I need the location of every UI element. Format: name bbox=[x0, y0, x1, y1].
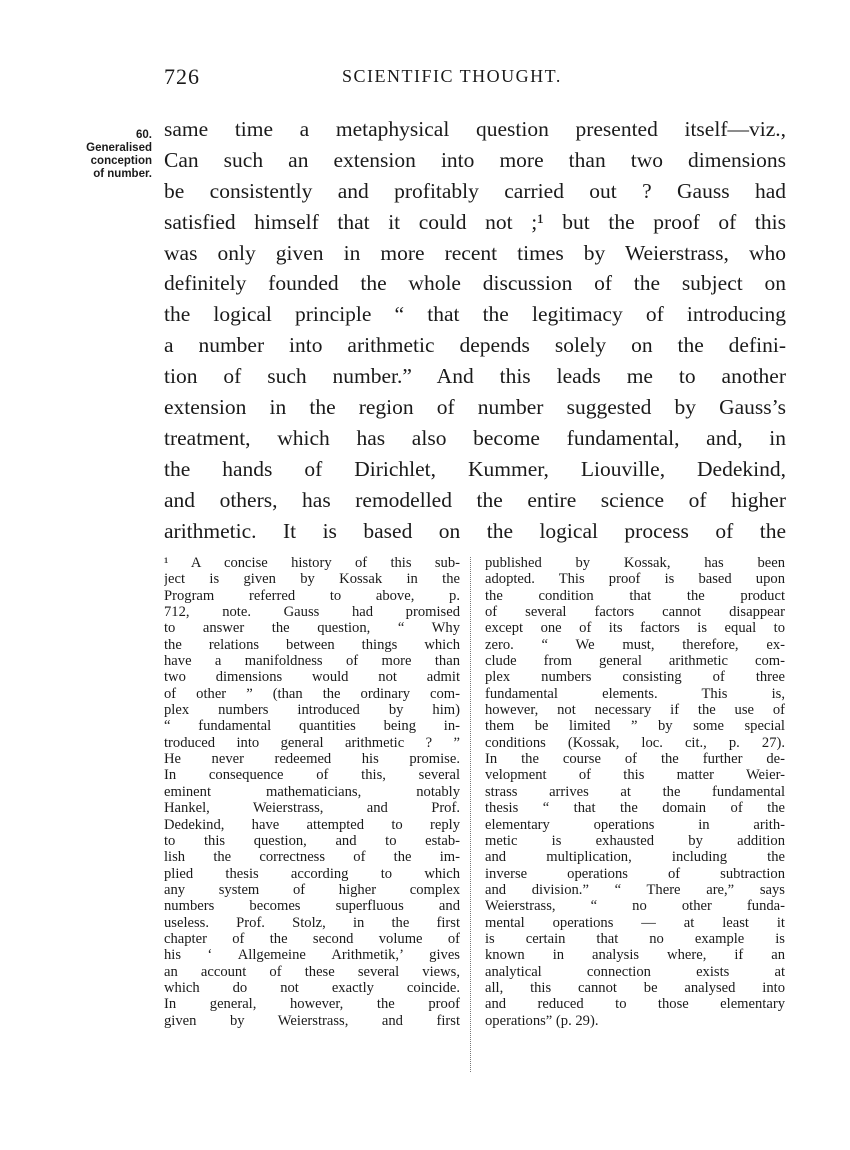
footnote-line: plex numbers introduced by him) bbox=[164, 702, 460, 719]
column-divider bbox=[470, 557, 471, 1072]
margin-note bbox=[52, 129, 152, 181]
footnote-line: Hankel, Weierstrass, and Prof. bbox=[164, 800, 460, 817]
footnote-line: “ fundamental quantities being in- bbox=[164, 718, 460, 735]
running-head bbox=[164, 64, 784, 94]
footnote-line: given by Weierstrass, and first bbox=[164, 1012, 460, 1029]
footnote-line: plex numbers consisting of three bbox=[485, 669, 785, 686]
footnote-line: and division.” “ There are,” says bbox=[485, 881, 785, 898]
footnote-line: and reduced to those elementary bbox=[485, 996, 785, 1013]
footnote-line: Weierstrass, “ no other funda- bbox=[485, 898, 785, 915]
footnote-line: ject is given by Kossak in the bbox=[164, 571, 460, 588]
running-title: SCIENTIFIC THOUGHT. bbox=[342, 66, 562, 86]
footnote-line: to answer the question, “ Why bbox=[164, 620, 460, 637]
footnote-line: the relations between things which bbox=[164, 636, 460, 653]
page-number: 726 bbox=[164, 64, 200, 89]
footnote-line: zero. “ We must, therefore, ex- bbox=[485, 636, 785, 653]
footnote-line: plied thesis according to which bbox=[164, 865, 460, 882]
footnote-line: strass arrives at the fundamental bbox=[485, 783, 785, 800]
footnote-line: In consequence of this, several bbox=[164, 767, 460, 784]
footnote-line: operations” (p. 29). bbox=[485, 1012, 599, 1029]
footnote-line: all, this cannot be analysed into bbox=[485, 979, 785, 996]
main-text-line: arithmetic. It is based on the logical process of the bbox=[164, 518, 786, 543]
footnote-line: known in analysis where, if an bbox=[485, 947, 785, 964]
footnote-line: elementary operations in arith- bbox=[485, 816, 785, 833]
footnote-line: an account of these several views, bbox=[164, 963, 460, 980]
footnote-line: lish the correctness of the im- bbox=[164, 849, 460, 866]
footnote-line: except one of its factors is equal to bbox=[485, 620, 785, 637]
main-text-line: be consistently and profitably carried out ? Gauss had bbox=[164, 178, 786, 203]
main-text-line: same time a metaphysical question presented itself—viz., bbox=[164, 117, 786, 141]
footnote-line: numbers becomes superfluous and bbox=[164, 898, 460, 915]
main-text bbox=[164, 114, 786, 546]
footnote-line: mental operations — at least it bbox=[485, 914, 785, 931]
footnote-line: however, not necessary if the use of bbox=[485, 702, 785, 719]
footnote-line: is certain that no example is bbox=[485, 930, 785, 947]
footnote-line: published by Kossak, has been bbox=[485, 555, 785, 571]
footnote-line: the condition that the product bbox=[485, 587, 785, 604]
footnote-line: analytical connection exists at bbox=[485, 963, 785, 980]
footnote-line: adopted. This proof is based upon bbox=[485, 571, 785, 588]
main-text-line: Can such an extension into more than two dimensions bbox=[164, 147, 786, 172]
margin-note-line: of number. bbox=[93, 168, 152, 180]
footnote-line: of several factors cannot disappear bbox=[485, 604, 785, 621]
footnote-line: inverse operations of subtraction bbox=[485, 865, 785, 882]
footnote bbox=[164, 555, 786, 1080]
margin-note-line: conception bbox=[90, 155, 152, 167]
footnote-line: and multiplication, including the bbox=[485, 849, 785, 866]
footnote-line: his ‘ Allgemeine Arithmetik,’ gives bbox=[164, 947, 460, 964]
footnote-line: have a manifoldness of more than bbox=[164, 653, 460, 670]
footnote-line: ¹ A concise history of this sub- bbox=[164, 555, 460, 571]
footnote-line: He never redeemed his promise. bbox=[164, 751, 460, 768]
margin-note-line: Generalised bbox=[86, 142, 152, 154]
footnote-line: useless. Prof. Stolz, in the first bbox=[164, 914, 460, 931]
footnote-line: metic is exhausted by addition bbox=[485, 832, 785, 849]
footnote-line: 712, note. Gauss had promised bbox=[164, 604, 460, 621]
footnote-line: clude from general arithmetic com- bbox=[485, 653, 785, 670]
main-text-line: was only given in more recent times by Weierstrass, who bbox=[164, 240, 786, 265]
main-text-line: the logical principle “ that the legitimacy of introducing bbox=[164, 302, 786, 327]
footnote-line: thesis “ that the domain of the bbox=[485, 800, 785, 817]
main-text-line: extension in the region of number suggested by Gauss’s bbox=[164, 395, 786, 420]
footnote-line: to this question, and to estab- bbox=[164, 832, 460, 849]
footnote-line: chapter of the second volume of bbox=[164, 930, 460, 947]
footnote-line: In the course of the further de- bbox=[485, 751, 785, 768]
footnote-left-column bbox=[164, 555, 460, 1029]
footnote-line: them be limited ” by some special bbox=[485, 718, 785, 735]
main-text-line: satisfied himself that it could not ;¹ but the proof of this bbox=[164, 209, 786, 234]
main-text-line: the hands of Dirichlet, Kummer, Liouville, Dedekind, bbox=[164, 456, 786, 481]
footnote-line: of other ” (than the ordinary com- bbox=[164, 685, 460, 702]
footnote-line: fundamental elements. This is, bbox=[485, 685, 785, 702]
main-text-line: tion of such number.” And this leads me to another bbox=[164, 364, 786, 389]
main-text-line: definitely founded the whole discussion of the subject on bbox=[164, 271, 786, 296]
footnote-line: which do not exactly coincide. bbox=[164, 979, 460, 996]
footnote-line: conditions (Kossak, loc. cit., p. 27). bbox=[485, 734, 785, 751]
main-text-line: and others, has remodelled the entire science of higher bbox=[164, 487, 786, 512]
footnote-line: In general, however, the proof bbox=[164, 996, 460, 1013]
footnote-right-column bbox=[485, 555, 785, 1029]
footnote-line: Dedekind, have attempted to reply bbox=[164, 816, 460, 833]
footnote-line: troduced into general arithmetic ? ” bbox=[164, 734, 460, 751]
footnote-line: Program referred to above, p. bbox=[164, 587, 460, 604]
footnote-line: eminent mathematicians, notably bbox=[164, 783, 460, 800]
main-text-line: a number into arithmetic depends solely on the defini- bbox=[164, 333, 786, 358]
margin-note-line: 60. bbox=[136, 129, 152, 141]
footnote-line: velopment of this matter Weier- bbox=[485, 767, 785, 784]
footnote-line: two dimensions would not admit bbox=[164, 669, 460, 686]
main-text-line: treatment, which has also become fundamental, and, in bbox=[164, 425, 786, 450]
footnote-line: any system of higher complex bbox=[164, 881, 460, 898]
